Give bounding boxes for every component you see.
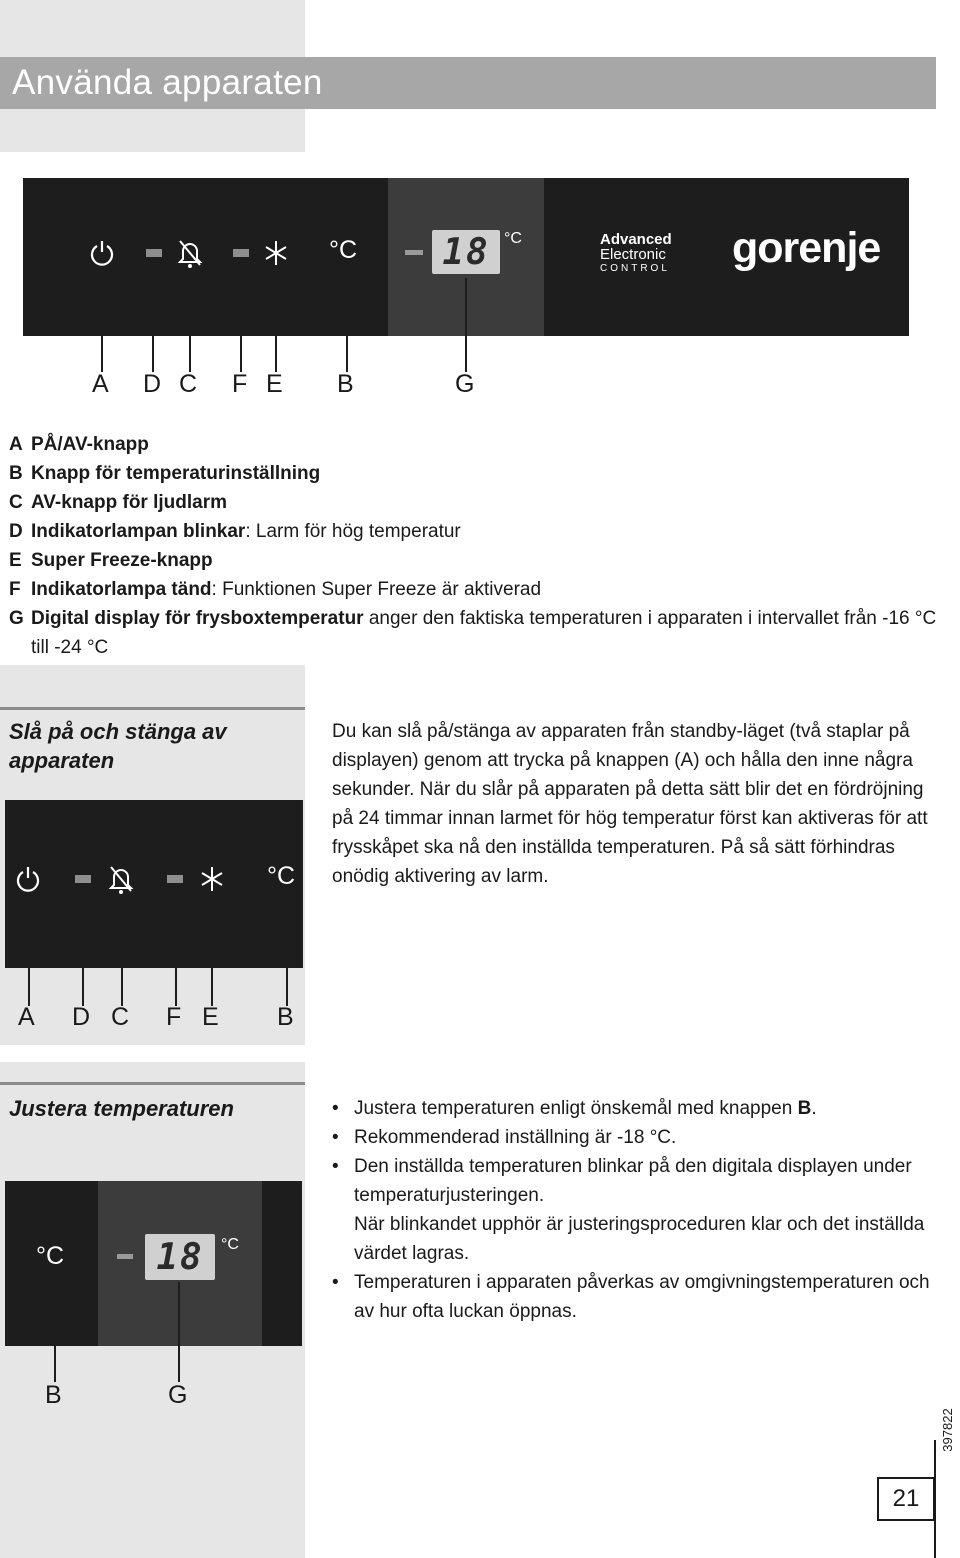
section-text-onoff: Du kan slå på/stänga av apparaten från standby-läget (två staplar på displayen) genom att trycka på knappen (A) och hålla den inne några sekunder. När du slår på apparaten på detta sätt blir det en fördröjning på 24 timmar innan larmet för hög temperatur först kan aktiveras för att frysskåpet ska nå den inställda temperaturen. På så sätt förhindras onödig aktivering av larm. (332, 721, 928, 887)
section-title-temperature: Justera temperaturen (9, 1096, 234, 1121)
temperature-bullet-list (332, 1094, 932, 1326)
bullet-item (332, 1152, 932, 1268)
callout-letter-g: G (168, 1381, 188, 1409)
brand-line-2: Electronic (600, 246, 666, 263)
super-freeze-indicator-light (167, 875, 183, 883)
callout-line-c (189, 272, 191, 372)
callout-letter-e: E (202, 1003, 219, 1031)
control-panel-small (5, 800, 303, 968)
temperature-unit-label: °C (36, 1242, 65, 1270)
bullet-text-end: . (811, 1098, 817, 1119)
legend-key: D (9, 521, 23, 542)
legend-bold: Indikatorlampa tänd (31, 579, 212, 600)
legend-item (9, 488, 939, 517)
display-minus-sign (405, 250, 423, 255)
bullet-text: Temperaturen i apparaten påverkas av omgivningstemperaturen och av hur ofta luckan öppnas. (354, 1272, 930, 1322)
callout-letter-b: B (337, 370, 354, 398)
brand-line-1: Advanced (600, 231, 672, 248)
legend-list (9, 430, 939, 662)
bullet-item (332, 1123, 932, 1152)
alarm-off-bell-icon[interactable] (176, 237, 204, 269)
callout-letter-c: C (111, 1003, 130, 1031)
callout-line-a (101, 276, 103, 372)
legend-key: C (9, 492, 23, 513)
legend-rest: anger den faktiska temperaturen i apparaten i intervallet från -16 °C till -24 °C (31, 608, 937, 658)
callout-line-a (28, 898, 30, 1006)
legend-key: A (9, 434, 23, 455)
legend-key: G (9, 608, 24, 629)
legend-item (9, 459, 939, 488)
callout-line-e (211, 896, 213, 1006)
legend-text (31, 575, 541, 604)
page-number: 21 (877, 1477, 935, 1521)
callout-letter-c: C (179, 370, 198, 398)
callout-line-f (175, 888, 177, 1006)
super-freeze-snowflake-icon[interactable] (263, 239, 289, 267)
callout-line-b (346, 270, 348, 372)
callout-letter-b: B (45, 1381, 62, 1409)
bullet-item (332, 1094, 932, 1123)
legend-item (9, 517, 939, 546)
legend-bold: PÅ/AV-knapp (31, 434, 149, 455)
callout-letter-f: F (166, 1003, 182, 1031)
legend-text (31, 459, 320, 488)
display-unit (504, 230, 522, 248)
callout-letter-f: F (232, 370, 248, 398)
display-digits: 18 (156, 1236, 204, 1278)
temperature-button[interactable] (36, 1242, 64, 1271)
callout-line-g (178, 1282, 180, 1382)
callout-letter-d: D (72, 1003, 91, 1031)
legend-item (9, 430, 939, 459)
callout-letter-a: A (18, 1003, 35, 1031)
callout-line-d (152, 262, 154, 372)
display-unit-label: °C (504, 230, 522, 247)
display-digits: 18 (442, 231, 490, 273)
section-rule (0, 707, 305, 710)
left-column-bg-bottom (0, 1424, 305, 1558)
temperature-button[interactable] (329, 236, 357, 265)
callout-letter-g: G (455, 370, 475, 398)
callout-line-c (121, 896, 123, 1006)
callout-letter-e: E (266, 370, 283, 398)
display-unit (221, 1236, 239, 1254)
display-minus-sign (117, 1254, 133, 1259)
section-title-onoff: Slå på och stänga av apparaten (9, 719, 227, 773)
callout-letter-a: A (92, 370, 109, 398)
bullet-text-extra: När blinkandet upphör är justeringsproceduren klar och det inställda värdet lagras. (354, 1214, 925, 1264)
gorenje-logo: gorenje (732, 224, 881, 272)
temperature-unit-label: °C (267, 862, 296, 890)
page-title: Använda apparaten (12, 63, 323, 102)
callout-line-f (240, 262, 242, 372)
legend-text (31, 604, 939, 662)
callout-line-e (275, 272, 277, 372)
legend-rest: : Funktionen Super Freeze är aktiverad (211, 579, 542, 600)
legend-rest: : Larm för hög temperatur (245, 521, 461, 542)
alarm-off-bell-icon[interactable] (107, 863, 135, 895)
callout-line-b (286, 894, 288, 1006)
bullet-text: Rekommenderad inställning är -18 °C. (354, 1127, 677, 1148)
legend-text (31, 517, 461, 546)
alarm-indicator-light (146, 249, 162, 257)
bullet-item (332, 1268, 932, 1326)
legend-bold: Indikatorlampan blinkar (31, 521, 246, 542)
temperature-button[interactable] (267, 862, 295, 891)
legend-text (31, 488, 227, 517)
page-header (0, 57, 936, 109)
bullet-bold: B (797, 1098, 812, 1119)
temperature-display (145, 1234, 215, 1280)
temperature-display (432, 230, 500, 274)
legend-item (9, 546, 939, 575)
callout-line-b (54, 1272, 56, 1382)
section-rule (0, 1082, 305, 1085)
super-freeze-snowflake-icon[interactable] (199, 865, 225, 893)
callout-line-g (465, 278, 467, 372)
brand-line-3: CONTROL (600, 263, 670, 274)
power-icon[interactable] (89, 239, 115, 267)
callout-letter-b: B (277, 1003, 294, 1031)
brand-advanced-electronic-control (600, 232, 690, 275)
callout-letter-d: D (143, 370, 162, 398)
power-icon[interactable] (15, 865, 41, 893)
bullet-text: Justera temperaturen enligt önskemål med knappen (354, 1098, 798, 1119)
legend-item (9, 604, 939, 662)
document-number: 397822 (940, 1408, 955, 1452)
legend-key: B (9, 463, 23, 484)
legend-bold: Digital display för frysboxtemperatur (31, 608, 364, 629)
legend-text (31, 546, 213, 575)
super-freeze-indicator-light (233, 249, 249, 257)
legend-bold: Knapp för temperaturinställning (31, 463, 321, 484)
legend-key: F (9, 579, 21, 600)
callout-line-d (82, 888, 84, 1006)
legend-item (9, 575, 939, 604)
temperature-unit-label: °C (329, 236, 358, 264)
legend-key: E (9, 550, 22, 571)
display-unit-label: °C (221, 1236, 239, 1253)
legend-text (31, 430, 149, 459)
alarm-indicator-light (75, 875, 91, 883)
legend-bold: AV-knapp för ljudlarm (31, 492, 228, 513)
legend-bold: Super Freeze-knapp (31, 550, 213, 571)
bullet-text: Den inställda temperaturen blinkar på den digitala displayen under temperaturjusteringen. (354, 1156, 912, 1206)
